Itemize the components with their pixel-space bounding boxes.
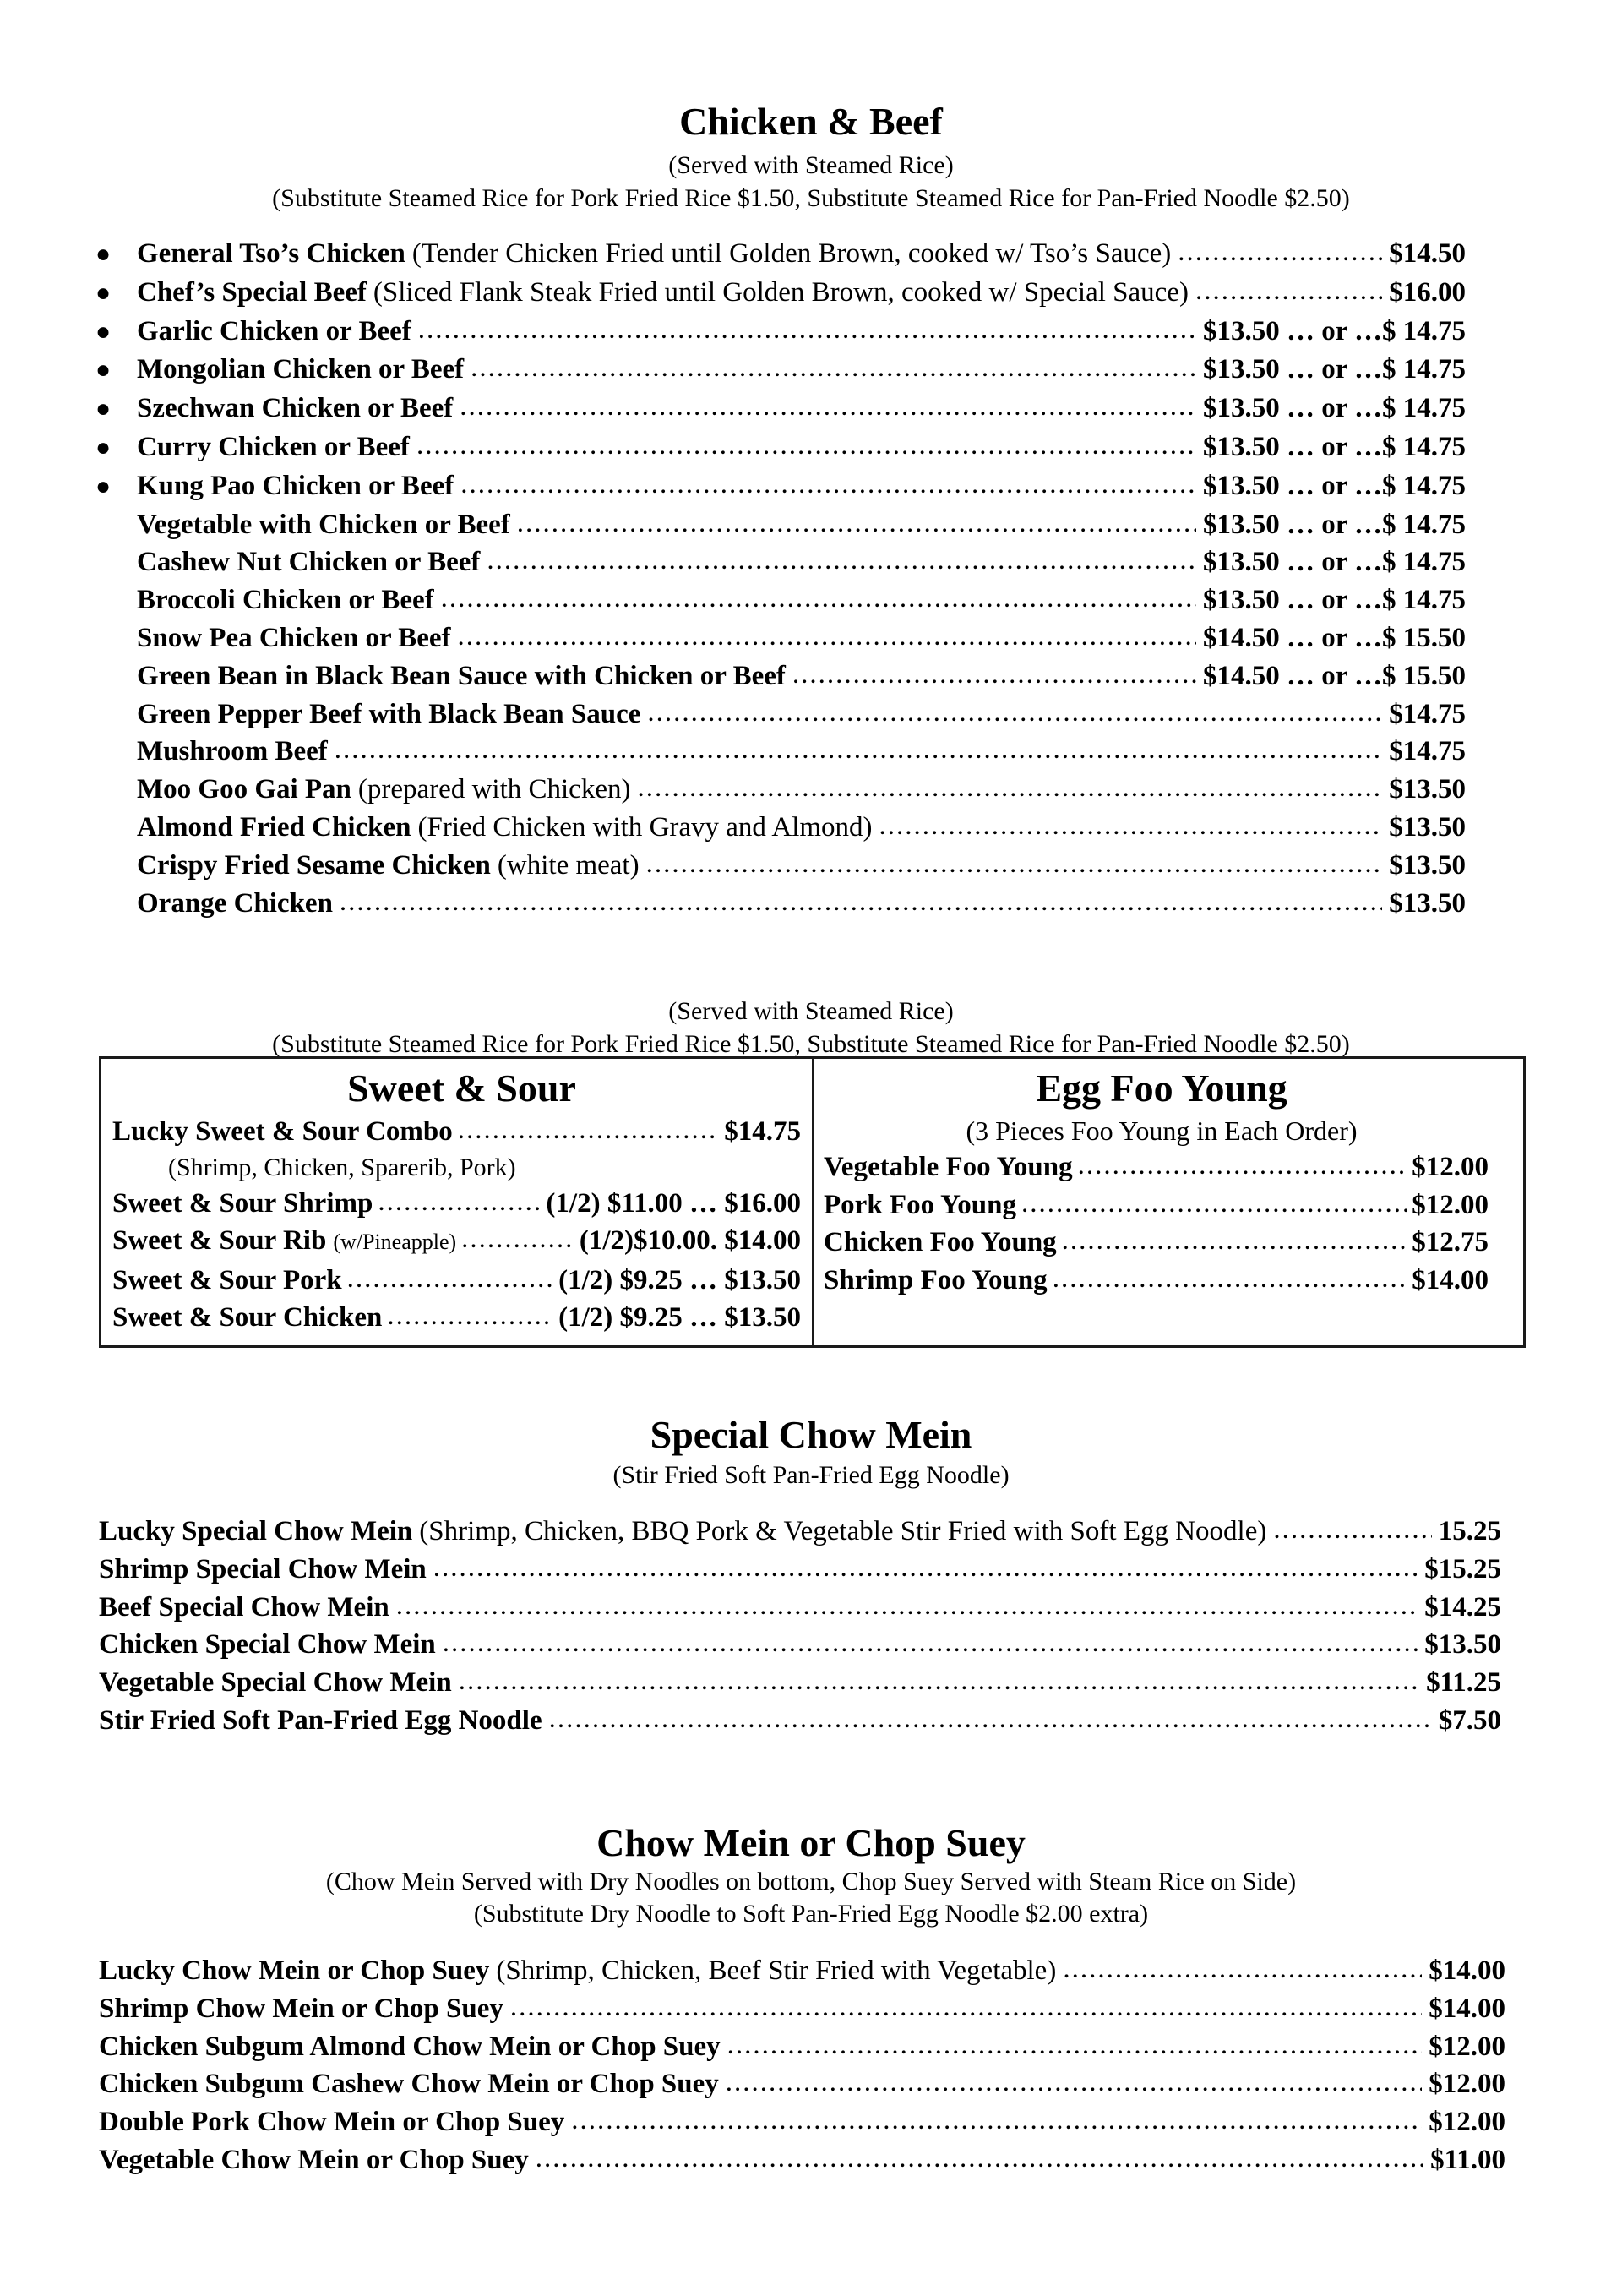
- dot-leader: [396, 1587, 1418, 1625]
- special-chow-mein-list: [99, 1513, 1501, 1740]
- menu-item-row: [824, 1224, 1489, 1262]
- menu-item-price: $12.00: [1412, 1189, 1489, 1220]
- dot-leader: [726, 2064, 1422, 2102]
- menu-item-name: Sweet & Sour Chicken: [112, 1302, 383, 1333]
- dot-leader: [1273, 1511, 1431, 1549]
- menu-item-row: [95, 771, 1466, 809]
- dot-leader: [416, 427, 1196, 465]
- menu-item-name: Chicken Subgum Almond Chow Mein or Chop Suey: [99, 2031, 721, 2062]
- menu-item-row: [95, 619, 1466, 657]
- bullet-icon: ●: [95, 395, 112, 423]
- menu-item-name: Mushroom Beef: [137, 736, 328, 767]
- menu-item-price: $12.00: [1412, 1152, 1489, 1182]
- menu-item-name: Lucky Sweet & Sour Combo: [112, 1116, 453, 1147]
- chow-mein-subtitle-served: (Chow Mein Served with Dry Noodles on bottom, Chop Suey Served with Steam Rice on Side): [325, 1868, 1297, 1895]
- dot-leader: [1178, 233, 1382, 271]
- dot-leader: [536, 2140, 1423, 2178]
- menu-item-price: $13.50 … or …$ 14.75: [1202, 431, 1466, 462]
- dot-leader: [471, 349, 1196, 387]
- menu-item-name: Vegetable Chow Mein or Chop Suey: [99, 2144, 529, 2175]
- section-title-special-chow-mein: Special Chow Mein: [650, 1413, 972, 1456]
- menu-item-row: [99, 1952, 1505, 1990]
- menu-item-name: Curry Chicken or Beef: [137, 431, 410, 462]
- menu-item-description: (Shrimp, Chicken, Beef Stir Fried with Vegetable): [496, 1955, 1057, 1986]
- menu-item-price: (1/2) $11.00 … $16.00: [546, 1187, 801, 1219]
- boxed-subtitle-substitute: (Substitute Steamed Rice for Pork Fried Rice $1.50, Substitute Steamed Rice for Pan-Fried Noodle $2.50): [272, 1030, 1350, 1058]
- menu-item-name: Orange Chicken: [137, 887, 333, 919]
- menu-item-price: $14.75: [724, 1116, 801, 1147]
- menu-item-row: [112, 1185, 801, 1223]
- menu-item-price: $11.25: [1426, 1667, 1501, 1699]
- bullet-icon: ●: [95, 356, 112, 384]
- dot-leader: [549, 1700, 1432, 1738]
- menu-item-price: $13.50 … or …$ 14.75: [1202, 354, 1466, 385]
- menu-item-price: $14.00: [1412, 1264, 1489, 1295]
- menu-item-row: [95, 390, 1466, 428]
- dot-leader: [441, 580, 1196, 618]
- dot-leader: [647, 694, 1382, 732]
- menu-item-name: Crispy Fried Sesame Chicken: [137, 849, 491, 881]
- menu-item-description: (Tender Chicken Fried until Golden Brown, cooked w/ Tso’s Sauce): [411, 238, 1172, 269]
- menu-item-row: [95, 313, 1466, 352]
- menu-item-price: $12.00: [1429, 2031, 1505, 2062]
- menu-item-price: $12.00: [1429, 2107, 1505, 2138]
- menu-item-price: $13.50 … or …$ 14.75: [1202, 470, 1466, 501]
- chow-mein-chop-suey-list: [99, 1952, 1505, 2179]
- sweet-sour-list: [112, 1113, 801, 1337]
- egg-foo-young-column: [824, 1059, 1500, 1299]
- menu-item-price: $14.25: [1424, 1591, 1501, 1622]
- dot-leader: [347, 1260, 553, 1298]
- menu-item-name: Sweet & Sour Rib: [112, 1225, 327, 1256]
- menu-item-row: [99, 1664, 1501, 1702]
- menu-item-row: [95, 274, 1466, 313]
- sweet-sour-egg-foo-young-box: [99, 1056, 1526, 1348]
- menu-item-name: Broccoli Chicken or Beef: [137, 585, 434, 616]
- menu-item-row: [824, 1262, 1489, 1300]
- menu-item-name: Stir Fried Soft Pan-Fried Egg Noodle: [99, 1704, 542, 1736]
- menu-item-price: (1/2)$10.00. $14.00: [579, 1225, 801, 1256]
- menu-item-description: (Shrimp, Chicken, BBQ Pork & Vegetable Stir Fried with Soft Egg Noodle): [419, 1516, 1267, 1546]
- menu-item-price: $13.50: [1389, 774, 1466, 805]
- dot-leader: [510, 1988, 1422, 2026]
- menu-item-price: $16.00: [1389, 276, 1466, 308]
- dot-leader: [1195, 272, 1382, 310]
- dot-leader: [418, 311, 1196, 349]
- dot-leader: [459, 1662, 1419, 1700]
- menu-item-name: Chicken Subgum Cashew Chow Mein or Chop Suey: [99, 2069, 719, 2100]
- menu-item-price: $14.00: [1429, 1955, 1505, 1986]
- dot-leader: [461, 1220, 574, 1258]
- menu-item-price: 15.25: [1438, 1516, 1501, 1546]
- dot-leader: [637, 769, 1382, 807]
- section-title-chow-mein-chop-suey: Chow Mein or Chop Suey: [596, 1821, 1026, 1864]
- menu-item-row: [95, 695, 1466, 734]
- menu-item-row: [99, 1589, 1501, 1627]
- menu-item-row: [99, 1990, 1505, 2028]
- menu-item-name: Sweet & Sour Shrimp: [112, 1187, 373, 1219]
- menu-item-row: [95, 885, 1466, 923]
- menu-item-price: $13.50: [1424, 1629, 1501, 1661]
- menu-item-name: Garlic Chicken or Beef: [137, 315, 411, 346]
- special-chow-mein-subtitle: (Stir Fried Soft Pan-Fried Egg Noodle): [612, 1461, 1010, 1489]
- menu-item-price: (1/2) $9.25 … $13.50: [558, 1302, 801, 1333]
- menu-item-name: Pork Foo Young: [824, 1189, 1016, 1220]
- dot-leader: [458, 618, 1196, 656]
- dot-leader: [1053, 1260, 1407, 1298]
- menu-item-name: Green Bean in Black Bean Sauce with Chicken or Beef: [137, 660, 786, 691]
- menu-item-row: [95, 581, 1466, 619]
- menu-item-row: [95, 428, 1466, 467]
- menu-item-name: Chicken Special Chow Mein: [99, 1629, 436, 1661]
- menu-item-price: $13.50 … or …$ 14.75: [1202, 393, 1466, 424]
- menu-item-row: [95, 543, 1466, 581]
- menu-item-price: $12.00: [1429, 2069, 1505, 2100]
- section-title-chicken-beef: Chicken & Beef: [679, 100, 943, 143]
- dot-leader: [387, 1297, 553, 1335]
- menu-item-price: $7.50: [1438, 1704, 1501, 1736]
- menu-item-description: (white meat): [497, 849, 640, 881]
- dot-leader: [460, 388, 1196, 426]
- sweet-sour-column: [112, 1059, 801, 1337]
- menu-item-row: [112, 1299, 801, 1337]
- menu-item-name: Green Pepper Beef with Black Bean Sauce: [137, 698, 641, 729]
- menu-item-price: $14.75: [1389, 698, 1466, 729]
- menu-item-name: Chicken Foo Young: [824, 1227, 1057, 1257]
- menu-item-price: $13.50: [1389, 887, 1466, 919]
- bullet-icon: ●: [95, 433, 112, 461]
- menu-item-row: [99, 2065, 1505, 2103]
- dot-leader: [646, 845, 1383, 883]
- bullet-icon: ●: [95, 317, 112, 346]
- dot-leader: [727, 2026, 1423, 2064]
- menu-item-name: Shrimp Foo Young: [824, 1264, 1048, 1295]
- bullet-icon: ●: [95, 278, 112, 307]
- menu-item-row: [112, 1113, 801, 1151]
- bullet-icon: ●: [95, 240, 112, 268]
- menu-item-row: [95, 351, 1466, 390]
- dot-leader: [487, 542, 1196, 580]
- section-subtitle-substitute: (Substitute Steamed Rice for Pork Fried Rice $1.50, Substitute Steamed Rice for Pan-Fried Noodle $2.50): [272, 184, 1350, 212]
- dot-leader: [340, 883, 1382, 921]
- menu-item-price: (1/2) $9.25 … $13.50: [558, 1264, 801, 1295]
- menu-item-row: [99, 1513, 1501, 1551]
- dot-leader: [571, 2102, 1422, 2140]
- menu-item-price: $12.75: [1412, 1227, 1489, 1257]
- menu-item-row: [95, 235, 1466, 274]
- menu-item-row: [99, 1551, 1501, 1589]
- menu-item-row: [95, 809, 1466, 847]
- menu-item-description: (w/Pineapple): [333, 1230, 457, 1254]
- dot-leader: [879, 807, 1383, 845]
- dot-leader: [792, 656, 1196, 694]
- dot-leader: [1078, 1147, 1407, 1185]
- menu-item-description: (Fried Chicken with Gravy and Almond): [417, 811, 873, 843]
- menu-item-name: Kung Pao Chicken or Beef: [137, 470, 454, 501]
- dot-leader: [458, 1111, 719, 1149]
- menu-item-name: Lucky Chow Mein or Chop Suey: [99, 1955, 490, 1986]
- menu-item-row: [95, 657, 1466, 695]
- menu-item-name: Vegetable Special Chow Mein: [99, 1667, 452, 1699]
- menu-item-description: (Sliced Flank Steak Fried until Golden Brown, cooked w/ Special Sauce): [373, 276, 1189, 308]
- dot-leader: [443, 1624, 1418, 1662]
- menu-item-row: [99, 2141, 1505, 2179]
- menu-item-row: [95, 467, 1466, 506]
- dot-leader: [433, 1549, 1418, 1587]
- menu-item-price: $13.50 … or …$ 14.75: [1202, 315, 1466, 346]
- menu-item-row: [99, 1702, 1501, 1740]
- menu-item-name: Cashew Nut Chicken or Beef: [137, 547, 481, 578]
- menu-item-name: General Tso’s Chicken: [137, 238, 406, 269]
- menu-item-price: $15.25: [1424, 1553, 1501, 1584]
- bullet-icon: ●: [95, 472, 112, 500]
- menu-item-name: Beef Special Chow Mein: [99, 1591, 389, 1622]
- dot-leader: [1063, 1950, 1422, 1988]
- menu-item-row: [95, 506, 1466, 544]
- dot-leader: [517, 504, 1196, 543]
- menu-item-price: $11.00: [1430, 2144, 1505, 2175]
- menu-item-name: Szechwan Chicken or Beef: [137, 393, 454, 424]
- boxed-subtitle-served-rice: (Served with Steamed Rice): [668, 997, 954, 1025]
- menu-item-row: [112, 1262, 801, 1300]
- menu-item-price: $13.50: [1389, 811, 1466, 843]
- menu-item-name: Double Pork Chow Mein or Chop Suey: [99, 2107, 565, 2138]
- chicken-beef-list: [95, 235, 1466, 922]
- menu-item-description: (prepared with Chicken): [357, 774, 631, 805]
- menu-item-name: Shrimp Special Chow Mein: [99, 1553, 427, 1584]
- egg-foo-young-list: [824, 1148, 1500, 1299]
- menu-item-price: $14.75: [1389, 736, 1466, 767]
- menu-item-row: [95, 733, 1466, 771]
- menu-item-row: [112, 1222, 801, 1262]
- menu-item-name: Almond Fried Chicken: [137, 811, 411, 843]
- box-divider: [812, 1059, 814, 1345]
- menu-item-price: $13.50: [1389, 849, 1466, 881]
- menu-item-row: [95, 847, 1466, 885]
- menu-item-price: $14.50 … or …$ 15.50: [1202, 622, 1466, 653]
- section-title-egg-foo-young: Egg Foo Young: [1036, 1066, 1287, 1110]
- chow-mein-subtitle-substitute: (Substitute Dry Noodle to Soft Pan-Fried Egg Noodle $2.00 extra): [473, 1900, 1149, 1928]
- menu-item-name: Sweet & Sour Pork: [112, 1264, 342, 1295]
- menu-item-price: $14.00: [1429, 1993, 1505, 2024]
- dot-leader: [335, 731, 1382, 769]
- section-title-sweet-sour: Sweet & Sour: [347, 1066, 576, 1110]
- menu-item-price: $13.50 … or …$ 14.75: [1202, 547, 1466, 578]
- menu-item-name: Shrimp Chow Mein or Chop Suey: [99, 1993, 503, 2024]
- menu-item-row: [99, 2103, 1505, 2141]
- dot-leader: [460, 466, 1196, 504]
- menu-item-row: [824, 1148, 1489, 1186]
- menu-item-name: Lucky Special Chow Mein: [99, 1516, 413, 1546]
- dot-leader: [1021, 1185, 1407, 1223]
- menu-item-name: Vegetable Foo Young: [824, 1152, 1073, 1182]
- menu-item-price: $14.50 … or …$ 15.50: [1202, 660, 1466, 691]
- egg-foo-young-subtitle: (3 Pieces Foo Young in Each Order): [966, 1115, 1358, 1146]
- menu-item-row: [824, 1186, 1489, 1224]
- menu-item-price: $13.50 … or …$ 14.75: [1202, 509, 1466, 540]
- menu-item-name: Vegetable with Chicken or Beef: [137, 509, 510, 540]
- dot-leader: [378, 1183, 541, 1221]
- menu-item-price: $13.50 … or …$ 14.75: [1202, 585, 1466, 616]
- menu-item-name: Moo Goo Gai Pan: [137, 774, 351, 805]
- section-subtitle-served-rice: (Served with Steamed Rice): [668, 151, 954, 179]
- menu-item-row: [99, 1626, 1501, 1664]
- menu-item-note: (Shrimp, Chicken, Sparerib, Pork): [168, 1153, 516, 1181]
- menu-item-name: Chef’s Special Beef: [137, 276, 367, 308]
- dot-leader: [1062, 1222, 1407, 1260]
- menu-item-row: [99, 2028, 1505, 2066]
- menu-item-name: Snow Pea Chicken or Beef: [137, 622, 451, 653]
- menu-item-name: Mongolian Chicken or Beef: [137, 354, 465, 385]
- menu-item-price: $14.50: [1389, 238, 1466, 269]
